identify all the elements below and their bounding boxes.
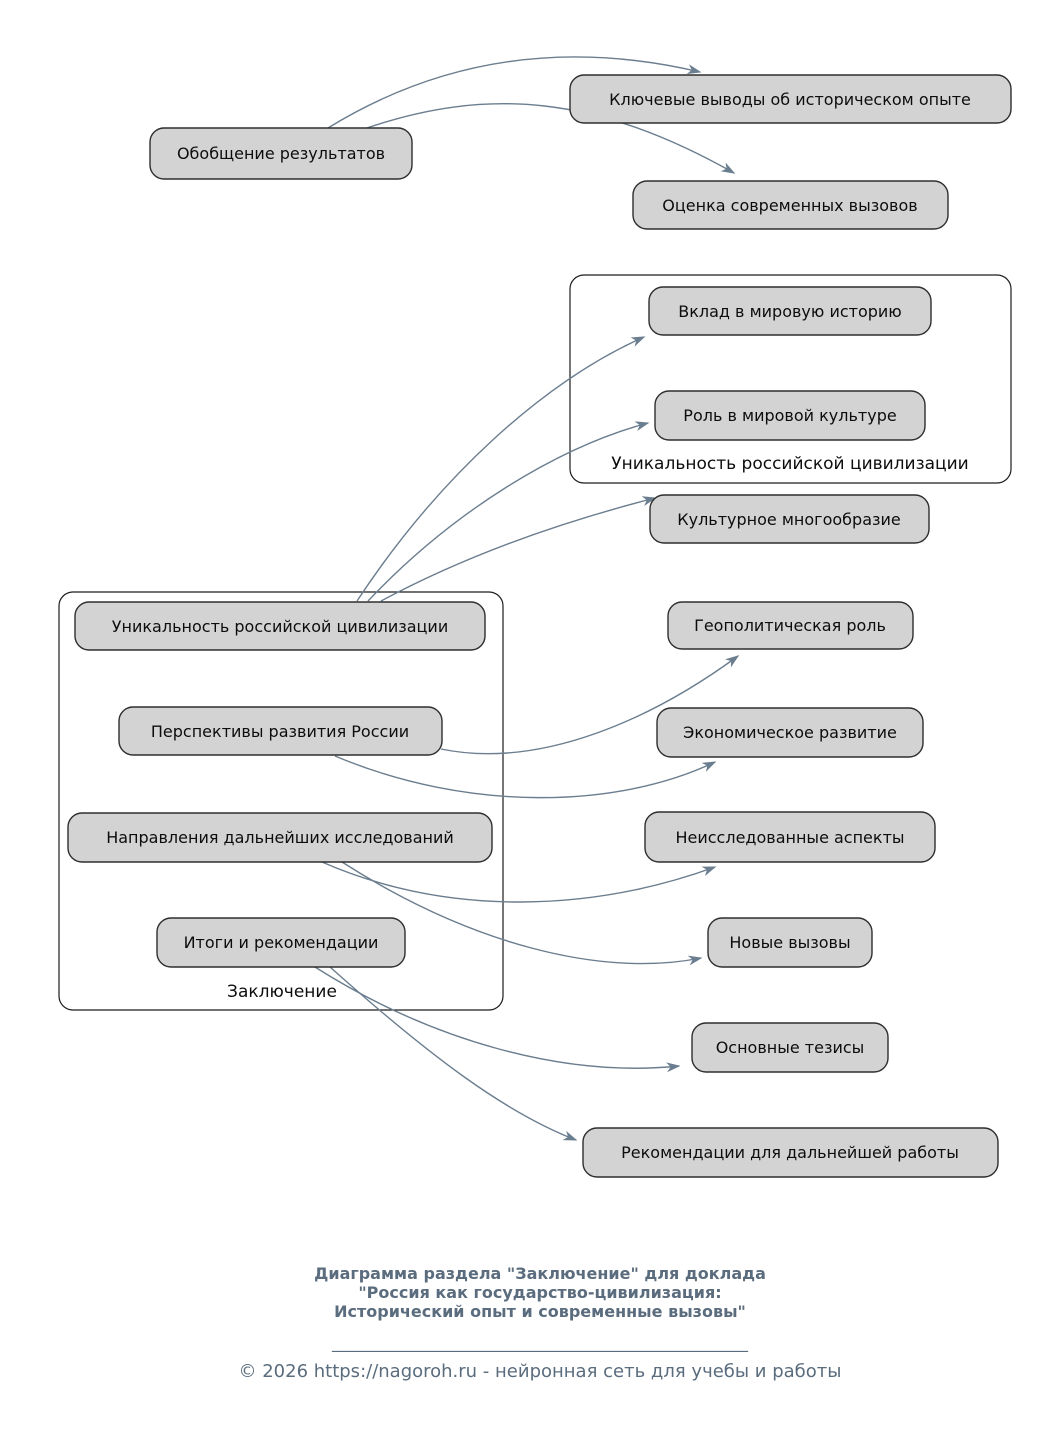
node-main-theses xyxy=(692,1023,888,1072)
node-world-culture-role-label: Роль в мировой культуре xyxy=(683,406,897,425)
node-world-history-contribution-label: Вклад в мировую историю xyxy=(678,302,902,321)
node-research-directions xyxy=(68,813,492,862)
footer-caption-line1: Диаграмма раздела "Заключение" для доклада xyxy=(314,1264,766,1283)
footer-caption-line3: Исторический опыт и современные вызовы" xyxy=(334,1302,746,1321)
node-new-challenges xyxy=(708,918,872,967)
node-new-challenges-label: Новые вызовы xyxy=(729,933,851,952)
node-cultural-diversity-label: Культурное многообразие xyxy=(677,510,901,529)
node-future-work-recommendations-label: Рекомендации для дальнейшей работы xyxy=(621,1143,959,1162)
footer-divider: ____________________________________________________ xyxy=(332,1333,748,1352)
node-challenges-assessment-label: Оценка современных вызовов xyxy=(662,196,918,215)
node-research-directions-label: Направления дальнейших исследований xyxy=(106,828,454,847)
node-development-prospects xyxy=(119,707,442,755)
node-results-recommendations-label: Итоги и рекомендации xyxy=(183,933,379,952)
node-civilization-uniqueness-label: Уникальность российской цивилизации xyxy=(111,617,449,636)
node-economic-development xyxy=(657,708,923,757)
node-unexplored-aspects xyxy=(645,812,935,862)
node-future-work-recommendations xyxy=(583,1128,998,1177)
node-key-conclusions xyxy=(570,75,1011,123)
node-challenges-assessment xyxy=(633,181,948,229)
node-economic-development-label: Экономическое развитие xyxy=(683,723,897,742)
node-world-history-contribution xyxy=(649,287,931,335)
node-summary-label: Обобщение результатов xyxy=(176,144,386,163)
footer xyxy=(238,1264,841,1382)
node-civilization-uniqueness xyxy=(75,602,485,650)
node-geopolitical-role xyxy=(668,602,913,649)
node-unexplored-aspects-label: Неисследованные аспекты xyxy=(675,828,905,847)
footer-copyright: © 2026 https://nagoroh.ru - нейронная сеть для учебы и работы xyxy=(238,1361,842,1382)
cluster-uniqueness-label: Уникальность российской цивилизации xyxy=(611,454,969,474)
footer-caption-line2: "Россия как государство-цивилизация: xyxy=(358,1283,722,1302)
node-key-conclusions-label: Ключевые выводы об историческом опыте xyxy=(609,90,971,109)
node-results-recommendations xyxy=(157,918,405,967)
node-geopolitical-role-label: Геополитическая роль xyxy=(694,616,886,635)
cluster-conclusion-label: Заключение xyxy=(227,982,337,1002)
node-main-theses-label: Основные тезисы xyxy=(715,1038,865,1057)
node-development-prospects-label: Перспективы развития России xyxy=(150,722,410,741)
node-world-culture-role xyxy=(655,391,925,440)
node-summary xyxy=(150,128,412,179)
node-cultural-diversity xyxy=(650,495,929,543)
